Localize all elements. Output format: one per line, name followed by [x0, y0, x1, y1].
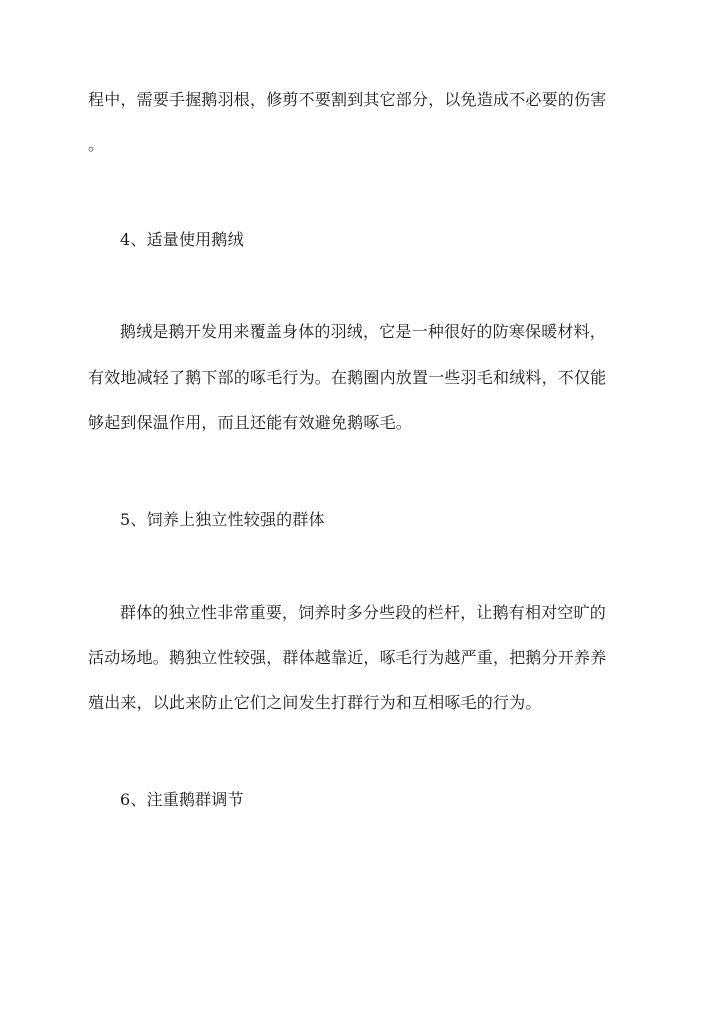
paragraph-line: 活动场地。鹅独立性较强，群体越靠近，啄毛行为越严重，把鹅分开养养: [88, 648, 607, 667]
section-heading: 4、适量使用鹅绒: [120, 230, 244, 249]
paragraph-line: 鹅绒是鹅开发用来覆盖身体的羽绒，它是一种很好的防寒保暖材料，: [120, 322, 607, 341]
section-heading: 6、注重鹅群调节: [120, 790, 244, 809]
paragraph-line: 有效地减轻了鹅下部的啄毛行为。在鹅圈内放置一些羽毛和绒料，不仅能: [88, 368, 607, 387]
paragraph-line: 程中，需要手握鹅羽根，修剪不要割到其它部分，以免造成不必要的伤害: [88, 90, 607, 109]
section-heading: 5、饲养上独立性较强的群体: [120, 510, 325, 529]
paragraph-line: 群体的独立性非常重要，饲养时多分些段的栏杆，让鹅有相对空旷的: [120, 603, 607, 622]
paragraph-line: 殖出来，以此来防止它们之间发生打群行为和互相啄毛的行为。: [88, 693, 542, 712]
paragraph-line: 够起到保温作用，而且还能有效避免鹅啄毛。: [88, 413, 413, 432]
paragraph-line: 。: [88, 135, 105, 154]
